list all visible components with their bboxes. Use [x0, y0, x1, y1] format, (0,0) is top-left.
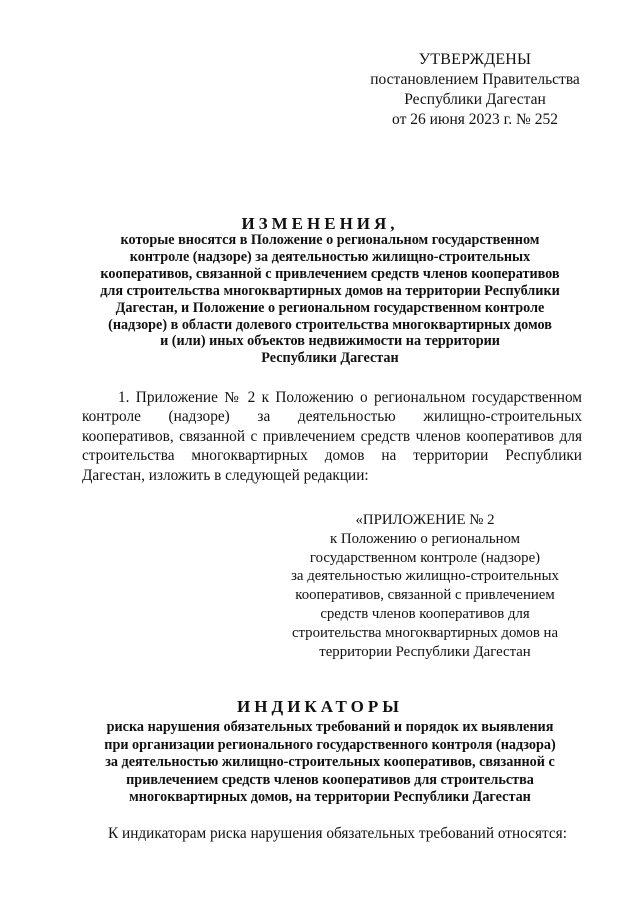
appendix-line: за деятельностью жилищно-строительных [291, 568, 559, 585]
changes-subtitle-line: для строительства многоквартирных домов на территории Республики [100, 282, 560, 299]
changes-subtitle-line: и (или) иных объектов недвижимости на территории [160, 333, 500, 350]
changes-subtitle-line: Республики Дагестан [261, 350, 399, 367]
appendix-line: средств членов кооперативов для [320, 605, 530, 622]
indicators-title: ИНДИКАТОРЫ [237, 697, 403, 716]
appendix-line: к Положению о региональном [330, 530, 520, 547]
appendix-block [270, 511, 580, 661]
appendix-line: территории Республики Дагестан [319, 643, 531, 660]
changes-subtitle [80, 232, 580, 367]
changes-subtitle-line: которые вносятся в Положение о региональном государственном [120, 232, 540, 248]
closing-line: К индикаторам риска нарушения обязательных требований относятся: [108, 825, 567, 842]
appendix-line: «ПРИЛОЖЕНИЕ № 2 [355, 512, 495, 528]
paragraph-1-text: 1. Приложение № 2 к Положению о региональном государственном контроле (надзоре) за деятельностью жилищно-строительных кооперативов, связанной с привлечением средств членов кооперативов для строительства многоквартирных домов на территории Республики Дагестан, изложить в следующей редакции: [82, 389, 582, 484]
appendix-line: строительства многоквартирных домов на [291, 624, 559, 641]
approval-line-2: Республики Дагестан [404, 91, 546, 108]
approval-line-3: от 26 июня 2023 г. № 252 [392, 111, 558, 128]
changes-subtitle-line: контроле (надзоре) за деятельностью жилищно-строительных [129, 248, 531, 265]
approval-line-1: постановлением Правительства [370, 71, 580, 88]
appendix-line: кооперативов, связанной с привлечением [295, 587, 555, 604]
indicators-subtitle-line: привлечением средств членов кооперативов для строительства [126, 771, 534, 788]
paragraph-1 [82, 388, 582, 485]
changes-subtitle-line: Дагестан, и Положение о региональном государственном контроле [115, 299, 545, 316]
indicators-subtitle-line: риска нарушения обязательных требований и порядок их выявления [106, 719, 554, 735]
approval-title: УТВЕРЖДЕНЫ [418, 51, 532, 68]
indicators-subtitle-line: за деятельностью жилищно-строительных кооперативов, связанной с [105, 754, 555, 770]
indicators-subtitle [60, 719, 600, 807]
approval-block [360, 50, 590, 130]
changes-subtitle-line: кооперативов, связанной с привлечением средств членов кооперативов [100, 265, 560, 282]
indicators-subtitle-line: при организации регионального государственного контроля (надзора) [104, 736, 556, 753]
appendix-line: государственном контроле (надзоре) [309, 549, 541, 566]
changes-title: ИЗМЕНЕНИЯ, [241, 214, 399, 233]
changes-subtitle-line: (надзоре) в области долевого строительства многоквартирных домов [108, 316, 552, 333]
indicators-subtitle-line: многоквартирных домов, на территории Республики Дагестан [129, 789, 531, 805]
